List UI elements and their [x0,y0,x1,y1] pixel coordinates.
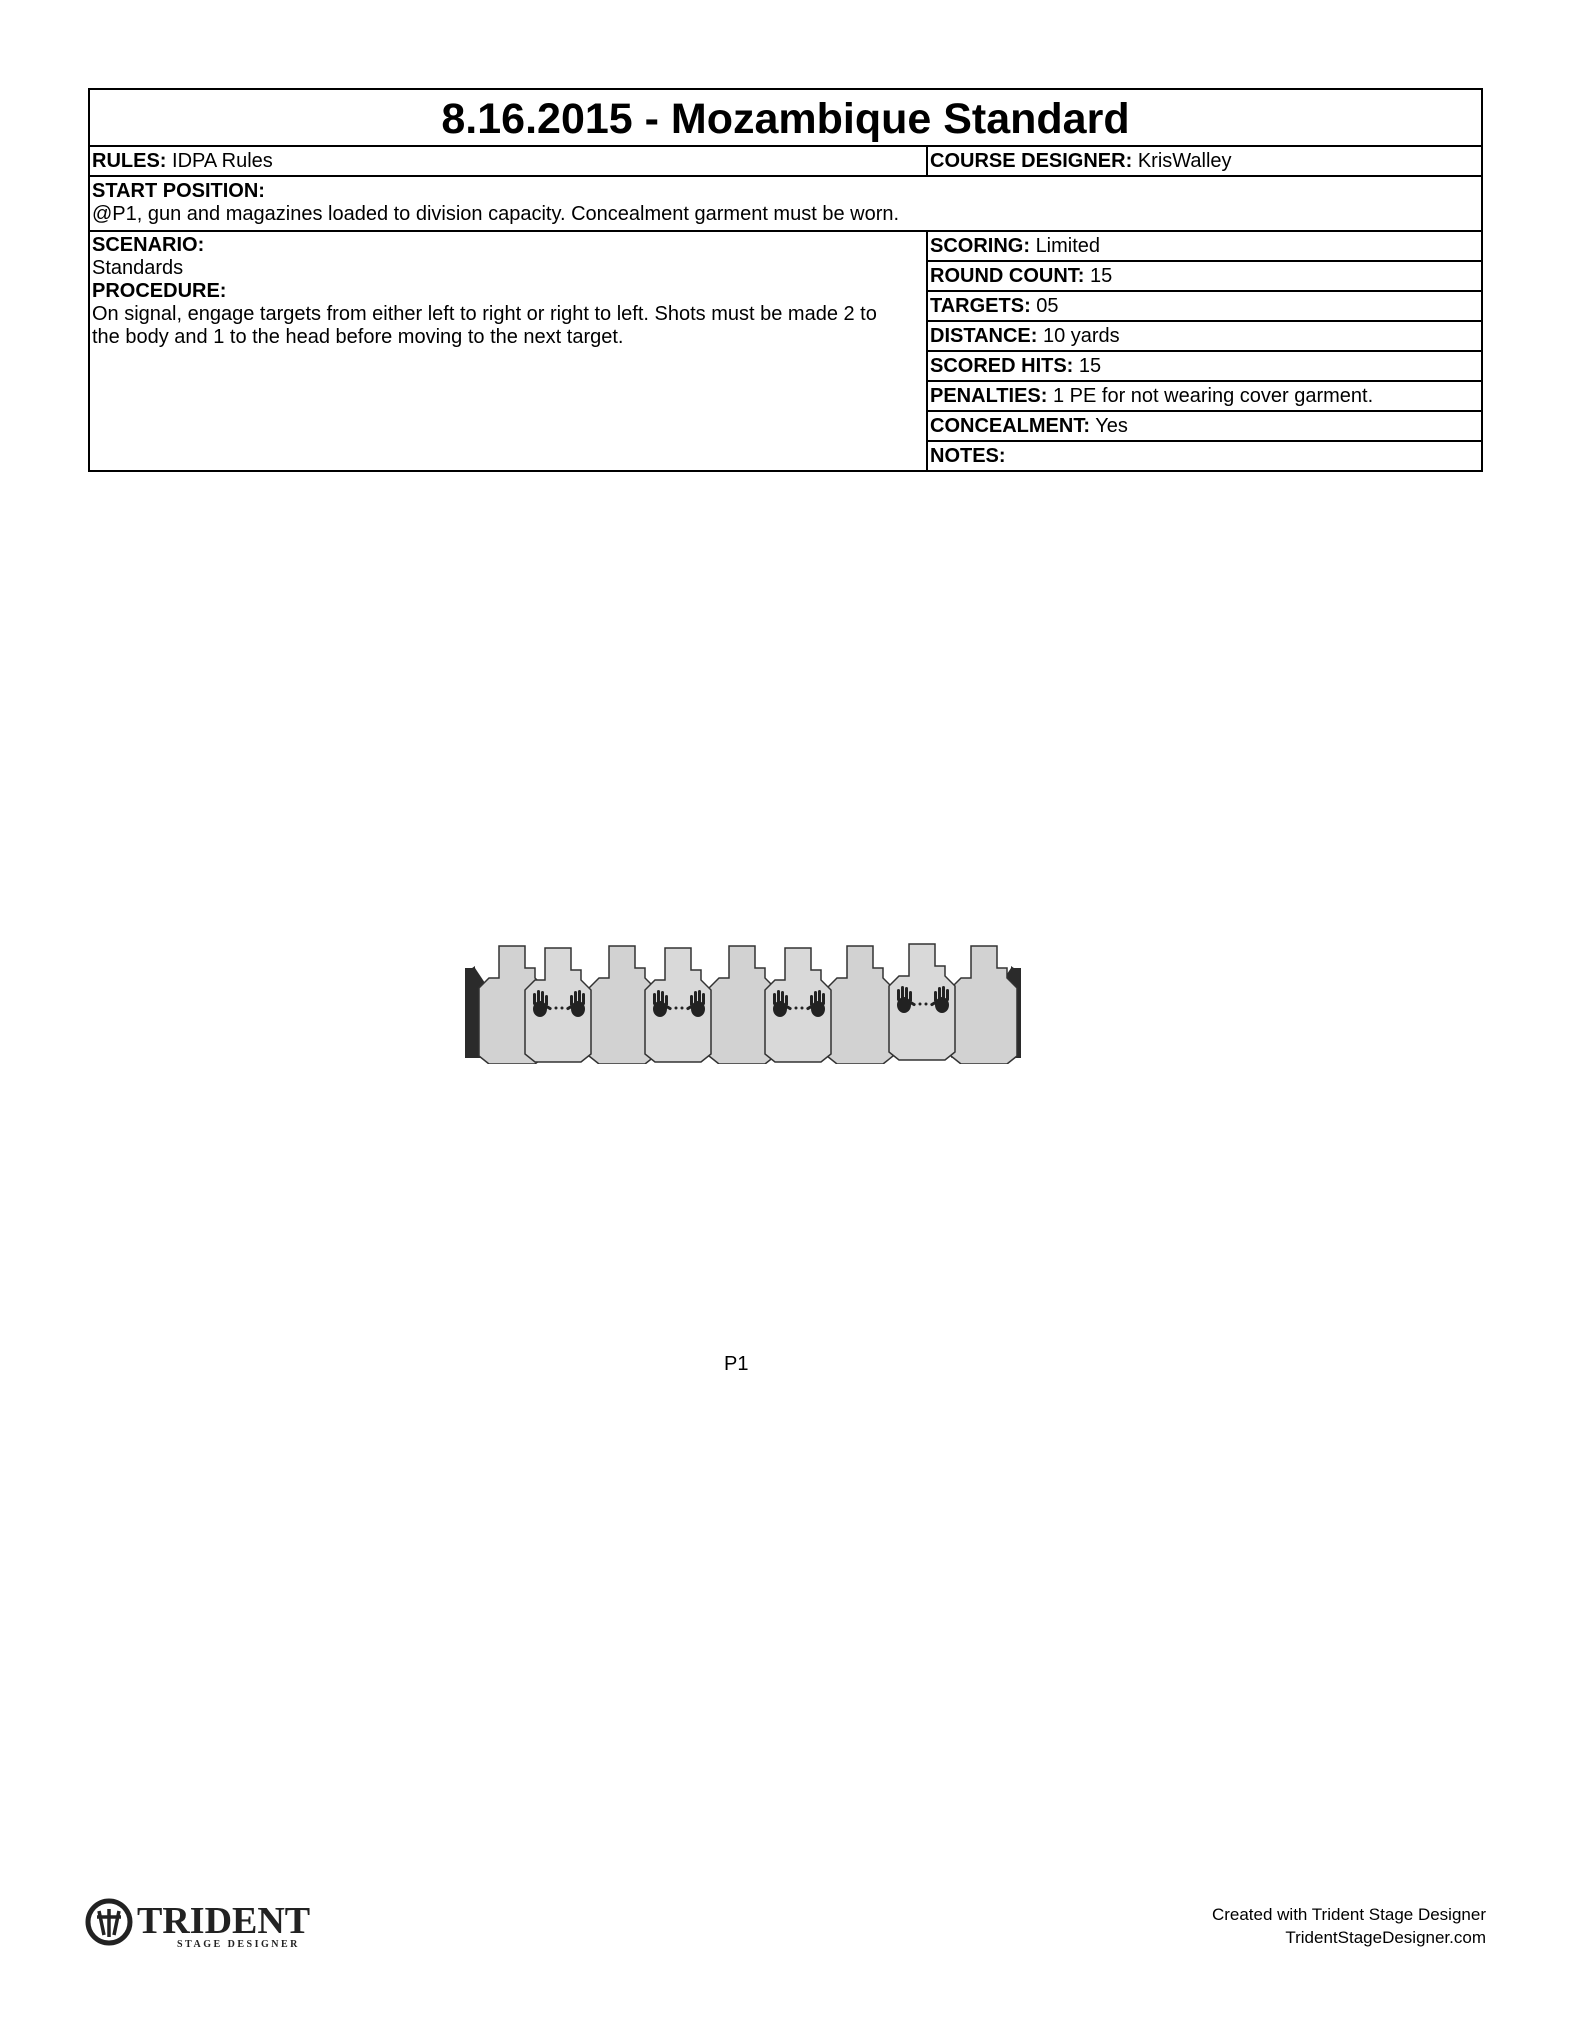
stat-value: 05 [1036,295,1059,317]
rules-row [90,147,1481,177]
designer-label: COURSE DESIGNER: [930,150,1133,172]
stat-round-count [928,262,1481,292]
stat-value: 1 PE for not wearing cover garment. [1052,385,1374,407]
scenario-procedure-field [92,234,922,349]
rules-label: RULES: [92,150,167,172]
logo-word: TRIDENT [137,1900,311,1942]
stat-scoring [928,232,1481,262]
stage-title: 8.16.2015 - Mozambique Standard [90,90,1481,147]
credit-line-2: TridentStageDesigner.com [1285,1928,1486,1947]
rules-value: IDPA Rules [172,150,273,172]
stat-concealment [928,412,1481,442]
start-position-label: START POSITION: [92,180,265,202]
stage-sheet [88,88,1483,472]
stat-targets [928,292,1481,322]
stat-value: 15 [1078,355,1102,377]
credits [1212,1903,1486,1949]
stat-value: Yes [1095,415,1128,437]
designer-field [930,150,1232,173]
start-position-marker: P1 [724,1353,749,1375]
stat-label: SCORING: [930,235,1030,257]
divider [926,147,928,175]
details-row [90,232,1481,470]
stat-penalties [928,382,1481,412]
stat-notes [928,442,1481,472]
trident-logo [85,1895,385,1950]
start-position-field [92,180,1477,226]
start-position-row [90,177,1481,232]
start-position-value: @P1, gun and magazines loaded to division capacity. Concealment garment must be worn. [92,203,900,225]
stat-scored-hits [928,352,1481,382]
stat-label: TARGETS: [930,295,1031,317]
procedure-label: PROCEDURE: [92,280,227,302]
stat-label: ROUND COUNT: [930,265,1085,287]
target-array [465,938,1021,1064]
stat-label: CONCEALMENT: [930,415,1090,437]
credit-line-1: Created with Trident Stage Designer [1211,1905,1486,1924]
rules-field [92,150,273,173]
stat-value: 15 [1090,265,1113,287]
no-shoot-target [827,946,893,1064]
stat-label: DISTANCE: [930,325,1038,347]
stat-label: NOTES: [930,445,1006,467]
stat-value: 10 yards [1042,325,1120,347]
stat-label: SCORED HITS: [930,355,1074,377]
stat-label: PENALTIES: [930,385,1048,407]
stat-value: Limited [1035,235,1101,257]
no-shoot-target [951,946,1017,1064]
scenario-value: Standards [92,257,184,279]
scenario-label: SCENARIO: [92,234,205,256]
logo-sub: STAGE DESIGNER [177,1939,300,1950]
procedure-value: On signal, engage targets from either left to right or right to left. Shots must be made 2 to the body and 1 to the head before moving to the next target. [92,303,877,348]
designer-value: KrisWalley [1137,150,1232,172]
stat-distance [928,322,1481,352]
